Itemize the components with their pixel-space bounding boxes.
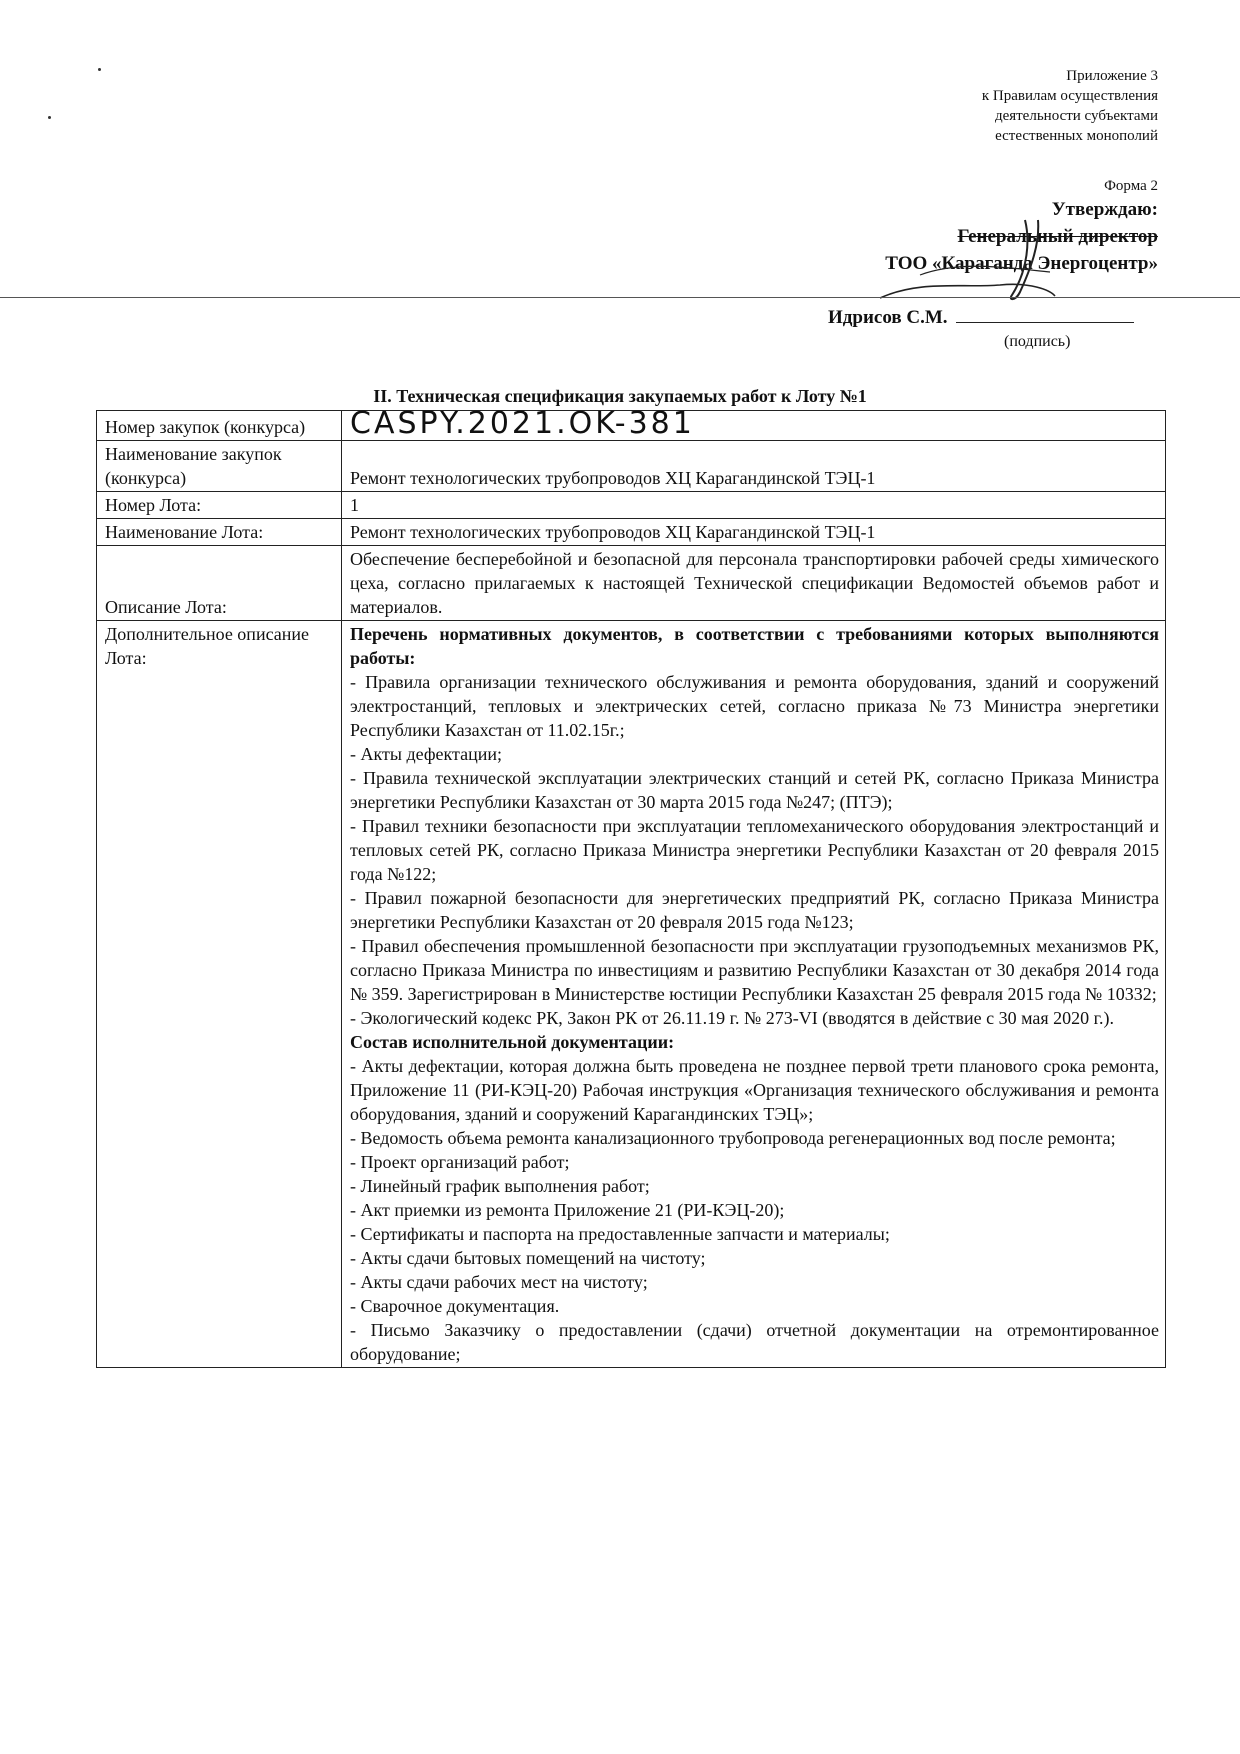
form-label: Форма 2: [1104, 178, 1158, 194]
appendix-line: Приложение 3: [1066, 68, 1158, 84]
row-label: Наименование закупок (конкурса): [97, 441, 342, 492]
list-item: - Письмо Заказчику о предоставлении (сдачи) отчетной документации на отремонтированное оборудование;: [350, 1320, 1159, 1364]
approver-position: Генеральный директор: [957, 226, 1158, 247]
procurement-name: Ремонт технологических трубопроводов ХЦ Карагандинской ТЭЦ-1: [342, 441, 1166, 492]
list-item: - Ведомость объема ремонта канализационного трубопровода регенерационных вод после ремонта;: [350, 1128, 1116, 1148]
signatory-name: Идрисов С.М.: [828, 307, 948, 328]
spec-table: [96, 406, 1166, 1368]
signature-mark: [880, 200, 1140, 310]
scan-speck: [98, 68, 101, 71]
scan-speck: [48, 116, 51, 119]
list-item: - Проект организаций работ;: [350, 1152, 570, 1172]
table-row: [97, 411, 1166, 441]
list-item: - Акты дефектации, которая должна быть проведена не позднее первой трети планового срока ремонта, Приложение 11 (РИ-КЭЦ-20) Рабочая инструкция «Организация технического обслуживания и ремонта оборудования, зданий и сооружений Карагандинских ТЭЦ»;: [350, 1056, 1159, 1124]
table-row: [97, 441, 1166, 492]
signature-blank: [956, 306, 1134, 323]
docs-heading: Состав исполнительной документации:: [350, 1032, 675, 1052]
section-title: II. Техническая спецификация закупаемых работ к Лоту №1: [373, 386, 867, 406]
normative-heading: Перечень нормативных документов, в соответствии с требованиями которых выполняются работы:: [350, 624, 1159, 668]
table-row: [97, 519, 1166, 546]
scan-line: [0, 297, 1240, 298]
list-item: - Правила организации технического обслуживания и ремонта оборудования, зданий и сооружений электростанций, тепловых и электрических сетей, согласно приказа №73 Министра энергетики Республики Казахстан от 11.02.15г.;: [350, 672, 1159, 740]
row-label: Описание Лота:: [97, 546, 342, 621]
appendix-line: к Правилам осуществления: [981, 88, 1158, 104]
appendix-line: естественных монополий: [995, 128, 1158, 144]
signature-caption: (подпись): [1004, 333, 1071, 350]
list-item: - Экологический кодекс РК, Закон РК от 26.11.19 г. № 273-VI (вводятся в действие с 30 мая 2020 г.).: [350, 1008, 1114, 1028]
lot-number: 1: [342, 492, 1166, 519]
list-item: - Правил пожарной безопасности для энергетических предприятий РК, согласно Приказа Министра энергетики Республики Казахстан от 20 февраля 2015 года №123;: [350, 888, 1159, 932]
list-item: - Сертификаты и паспорта на предоставленные запчасти и материалы;: [350, 1224, 890, 1244]
list-item: - Линейный график выполнения работ;: [350, 1176, 650, 1196]
signatory-line: [828, 306, 1134, 329]
lot-description: Обеспечение бесперебойной и безопасной для персонала транспортировки рабочей среды химического цеха, согласно прилагаемых к настоящей Технической спецификации Ведомостей объемов работ и материалов.: [342, 546, 1166, 621]
table-row: [97, 492, 1166, 519]
list-item: - Правил техники безопасности при эксплуатации тепломеханического оборудования электростанций и тепловых сетей РК, согласно Приказа Министра энергетики Республики Казахстан от 20 февраля 2015 года №122;: [350, 816, 1159, 884]
lot-name: Ремонт технологических трубопроводов ХЦ Карагандинской ТЭЦ-1: [342, 519, 1166, 546]
list-item: - Акт приемки из ремонта Приложение 21 (РИ-КЭЦ-20);: [350, 1200, 785, 1220]
row-label: Дополнительное описание Лота:: [97, 621, 342, 1368]
lot-additional-description: [342, 621, 1166, 1368]
table-row: [97, 546, 1166, 621]
list-item: - Акты сдачи рабочих мест на чистоту;: [350, 1272, 648, 1292]
approve-word: Утверждаю:: [1051, 199, 1158, 220]
procurement-number: [342, 406, 1166, 441]
row-label: Номер закупок (конкурса): [97, 411, 342, 441]
procurement-number-value: CASPY.2021.OK-381: [350, 406, 695, 441]
table-row: [97, 621, 1166, 1368]
list-item: - Правила технической эксплуатации электрических станций и сетей РК, согласно Приказа Министра энергетики Республики Казахстан от 30 марта 2015 года №247; (ПТЭ);: [350, 768, 1159, 812]
list-item: - Сварочное документация.: [350, 1296, 560, 1316]
row-label: Номер Лота:: [97, 492, 342, 519]
appendix-reference: [982, 66, 1158, 146]
list-item: - Правил обеспечения промышленной безопасности при эксплуатации грузоподъемных механизмов РК, согласно Приказа Министра по инвестициям и развитию Республики Казахстан от 30 декабря 2014 года № 359. Зарегистрирован в Министерстве юстиции Республики Казахстан 25 февраля 2015 года № 10332;: [350, 936, 1159, 1004]
row-label: Наименование Лота:: [97, 519, 342, 546]
list-item: - Акты сдачи бытовых помещений на чистоту;: [350, 1248, 706, 1268]
approver-company: ТОО «Караганда Энергоцентр»: [885, 253, 1158, 274]
appendix-line: деятельности субъектами: [994, 108, 1158, 124]
list-item: - Акты дефектации;: [350, 744, 502, 764]
